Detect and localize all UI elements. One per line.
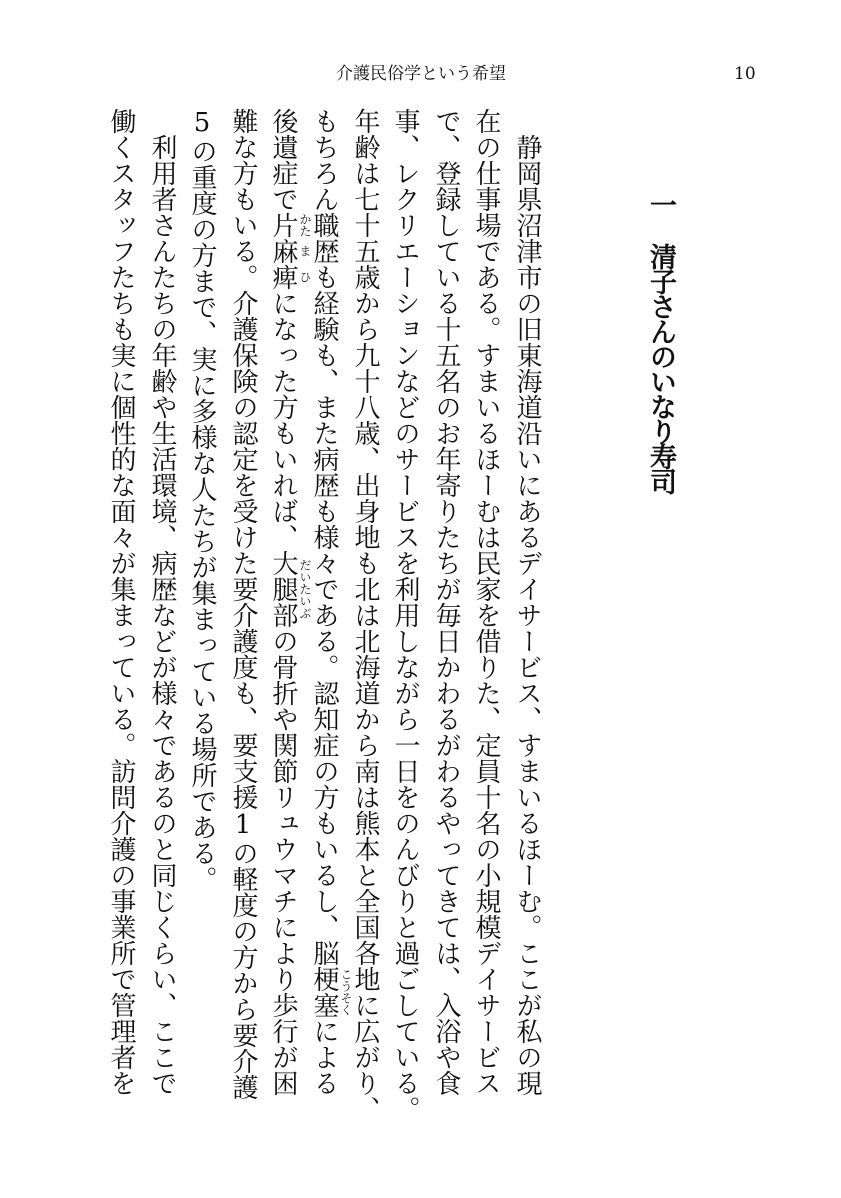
ruby-kousoku: こうそく	[339, 968, 353, 1016]
body-column-9: 5の重度の方まで、実に多様な人たちが集まっている場所である。	[187, 108, 217, 892]
running-title: 介護民俗学という希望	[336, 64, 506, 84]
body-column-11: 働くスタッフたちも実に個性的な面々が集まっている。訪問介護の事業所で管理者を	[106, 108, 136, 1096]
body-column-5: 年齢は七十五歳から九十八歳、出身地も北は北海道から南は熊本と全国各地に広がり、	[350, 108, 380, 1122]
body-column-1: 静岡県沼津市の旧東海道沿いにあるデイサービス、すまいるほーむ。ここが私の現	[512, 134, 542, 1096]
body-column-4: 事、レクリエーションなどのサービスを利用しながら一日をのんびりと過ごしている。	[390, 108, 420, 1122]
body-column-7: 後遺症で片麻痺になった方もいれば、大腿部の骨折や関節リュウマチにより歩行が困	[268, 108, 298, 1096]
body-column-10: 利用者さんたちの年齢や生活環境、病歴などが様々であるのと同じくらい、ここで	[147, 134, 177, 1096]
section-title: 清子さんのいなり寿司	[645, 243, 676, 493]
ruby-ma: ま	[298, 245, 312, 257]
body-column-2: 在の仕事場である。すまいるほーむは民家を借りた、定員十名の小規模デイサービス	[471, 108, 501, 1096]
ruby-daitaibu: だいたいぶ	[298, 559, 312, 619]
ruby-kata: かた	[298, 213, 312, 237]
section-number: 一	[645, 191, 676, 216]
body-column-3: で、登録している十五名のお年寄りたちが毎日かわるがわるやってきては、入浴や食	[431, 108, 461, 1096]
body-column-6: もちろん職歴も経験も、また病歴も様々である。認知症の方もいるし、脳梗塞による	[309, 108, 339, 1096]
body-column-8: 難な方もいる。介護保険の認定を受けた要介護度も、要支援1の軽度の方から要介護	[228, 108, 258, 1100]
ruby-hi: ひ	[298, 271, 312, 283]
page-number: 10	[734, 64, 756, 84]
